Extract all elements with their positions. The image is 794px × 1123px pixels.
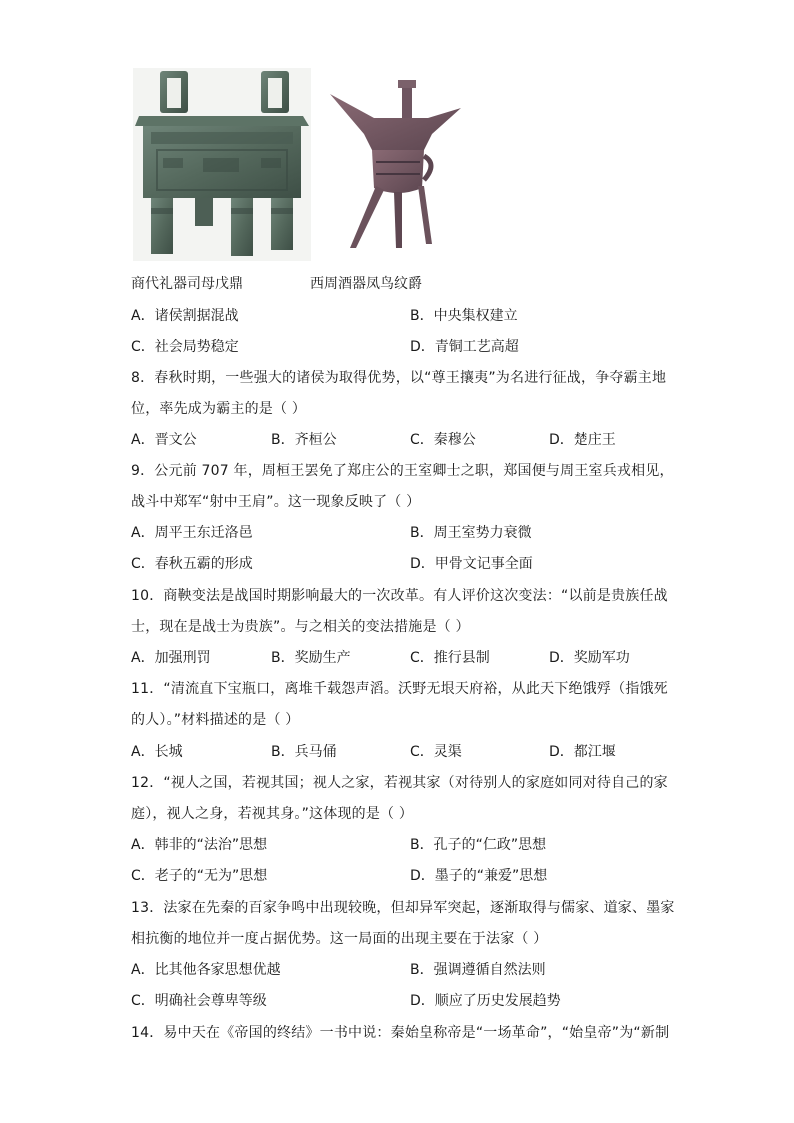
q13-option-a[interactable]: A．比其他各家思想优越 (131, 962, 281, 978)
q11-option-d[interactable]: D．都江堰 (549, 744, 616, 760)
q11-option-a[interactable]: A．长城 (131, 744, 183, 760)
q11-option-b[interactable]: B．兵马俑 (271, 744, 337, 760)
q9-option-d[interactable]: D．甲骨文记事全面 (410, 556, 533, 572)
q11-stem-line-1: 11．“清流直下宝瓶口，离堆千载怨声滔。沃野无垠天府裕，从此天下绝饿殍（指饿死 (131, 681, 668, 697)
q13-option-d[interactable]: D．顺应了历史发展趋势 (410, 993, 561, 1009)
q13-stem-line-1: 13．法家在先秦的百家争鸣中出现较晚，但却异军突起，逐渐取得与儒家、道家、墨家 (131, 900, 675, 916)
q13-option-b[interactable]: B．强调遵循自然法则 (410, 962, 546, 978)
q10-option-c[interactable]: C．推行县制 (410, 650, 490, 666)
q12-option-c[interactable]: C．老子的“无为”思想 (131, 868, 268, 884)
ding-image (133, 68, 311, 261)
q12-option-a[interactable]: A．韩非的“法治”思想 (131, 837, 268, 853)
q10-option-a[interactable]: A．加强刑罚 (131, 650, 211, 666)
q8-option-d[interactable]: D．楚庄王 (549, 432, 616, 448)
q10-stem-line-2: 士，现在是战士为贵族”。与之相关的变法措施是（ ） (131, 619, 470, 635)
q9-option-c[interactable]: C．春秋五霸的形成 (131, 556, 253, 572)
q8-stem-line-2: 位，率先成为霸主的是（ ） (131, 401, 307, 417)
q8-option-b[interactable]: B．齐桓公 (271, 432, 337, 448)
jue-image (328, 78, 463, 250)
q12-option-b[interactable]: B．孔子的“仁政”思想 (410, 837, 547, 853)
q12-stem-line-2: 庭），视人之身，若视其身。”这体现的是（ ） (131, 806, 414, 822)
q9-option-a[interactable]: A．周平王东迁洛邑 (131, 525, 253, 541)
jue-caption: 西周酒器凤鸟纹爵 (310, 276, 422, 292)
q7-option-b[interactable]: B．中央集权建立 (410, 308, 518, 324)
q8-option-c[interactable]: C．秦穆公 (410, 432, 476, 448)
q13-option-c[interactable]: C．明确社会尊卑等级 (131, 993, 267, 1009)
q8-stem-line-1: 8．春秋时期，一些强大的诸侯为取得优势，以“尊王攘夷”为名进行征战，争夺霸主地 (131, 370, 667, 386)
q9-stem-line-1: 9．公元前 707 年，周桓王罢免了郑庄公的王室卿士之职，郑国便与周王室兵戎相见， (131, 463, 674, 479)
q14-stem-line-1: 14．易中天在《帝国的终结》一书中说：秦始皇称帝是“一场革命”，“始皇帝”为“新制 (131, 1025, 670, 1041)
q10-option-d[interactable]: D．奖励军功 (549, 650, 630, 666)
q7-option-a[interactable]: A．诸侯割据混战 (131, 308, 239, 324)
q13-stem-line-2: 相抗衡的地位并一度占据优势。这一局面的出现主要在于法家（ ） (131, 931, 548, 947)
q10-option-b[interactable]: B．奖励生产 (271, 650, 351, 666)
q9-stem-line-2: 战斗中郑军“射中王肩”。这一现象反映了（ ） (131, 494, 421, 510)
q7-option-d[interactable]: D．青铜工艺高超 (410, 339, 519, 355)
q12-stem-line-1: 12．“视人之国，若视其国；视人之家，若视其家（对待别人的家庭如同对待自己的家 (131, 775, 668, 791)
q11-option-c[interactable]: C．灵渠 (410, 744, 462, 760)
q10-stem-line-1: 10．商鞅变法是战国时期影响最大的一次改革。有人评价这次变法：“以前是贵族任战 (131, 588, 668, 604)
q9-option-b[interactable]: B．周王室势力衰微 (410, 525, 532, 541)
q8-option-a[interactable]: A．晋文公 (131, 432, 197, 448)
q7-option-c[interactable]: C．社会局势稳定 (131, 339, 239, 355)
ding-caption: 商代礼器司母戊鼎 (131, 276, 243, 292)
q12-option-d[interactable]: D．墨子的“兼爱”思想 (410, 868, 548, 884)
q11-stem-line-2: 的人）。”材料描述的是（ ） (131, 712, 300, 728)
